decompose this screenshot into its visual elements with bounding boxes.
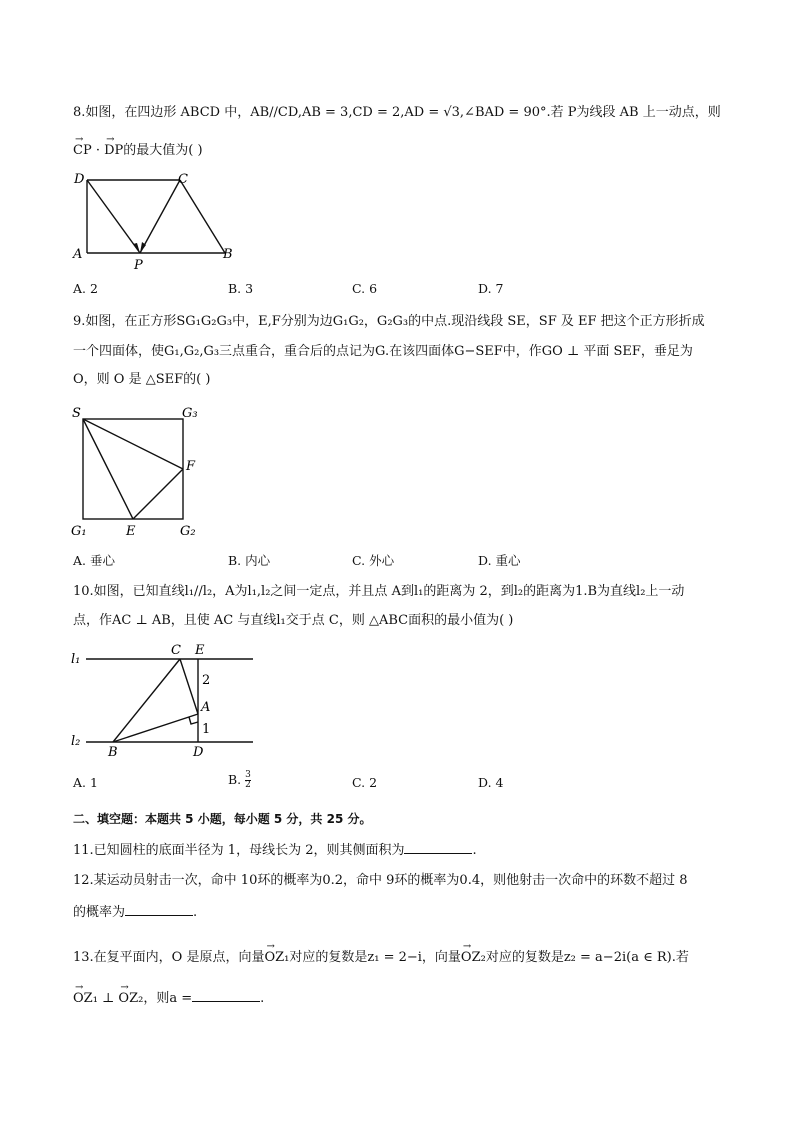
q10-option-a[interactable]: A. 1 [73, 775, 98, 790]
q11-text: 11.已知圆柱的底面半径为 1，母线长为 2，则其侧面积为 [73, 843, 405, 858]
q9-label-g2: G₂ [180, 524, 196, 539]
section-2-heading: 二、填空题：本题共 5 小题，每小题 5 分，共 25 分。 [73, 812, 372, 826]
q10-label-l1: l₁ [71, 652, 81, 667]
q8-vector-cp: → CP [73, 142, 92, 160]
q10-stem-line2: 点，作AC ⊥ AB，且使 AC 与直线l₁交于点 C，则 △ABC面积的最小值为( ) [73, 613, 514, 628]
q11: 11.已知圆柱的底面半径为 1，母线长为 2，则其侧面积为 . [73, 843, 477, 858]
q10-label-2: 2 [202, 673, 211, 688]
q8-dot: · [91, 143, 105, 158]
q10-option-c[interactable]: C. 2 [352, 775, 378, 790]
q13-line1: 13.在复平面内，O 是原点，向量→ OZ₁对应的复数是z₁ = 2−i，向量→ OZ₂对应的复数是z₂ = a−2i(a ∈ R).若 [73, 949, 689, 967]
q10-option-b-fraction: $\frac{3}{2}$ [245, 770, 251, 790]
q12-answer-blank[interactable] [125, 903, 193, 916]
q10-option-b[interactable] [228, 771, 251, 790]
q9-label-s: S [72, 406, 81, 421]
q12-line1: 12.某运动员射击一次，命中 10环的概率为0.2，命中 9环的概率为0.4，则他射击一次命中的环数不超过 8 [73, 873, 688, 888]
q8-option-a[interactable]: A. 2 [73, 281, 98, 296]
q8-figure [70, 168, 245, 273]
q13-vector-oz2: → OZ₂ [461, 949, 486, 967]
q8-label-c: C [178, 172, 188, 187]
q9-label-f: F [186, 459, 196, 474]
q8-label-b: B [223, 247, 233, 262]
q8-label-p: P [134, 258, 143, 273]
q9-option-b[interactable]: B. 内心 [228, 553, 271, 568]
q9-stem-line2: 一个四面体，使G₁,G₂,G₃三点重合，重合后的点记为G.在该四面体G−SEF中，作GO ⊥ 平面 SEF，垂足为 [73, 344, 693, 359]
q8-stem-line2 [73, 142, 203, 160]
q13-answer-blank[interactable] [192, 989, 260, 1002]
q8-stem-tail: 的最大值为( ) [123, 143, 203, 158]
q8-option-b[interactable]: B. 3 [228, 281, 254, 296]
q13-vector-oz2-b: → OZ₂ [118, 990, 143, 1008]
q13-vector-oz1-b: → OZ₁ [73, 990, 98, 1008]
q8-option-d[interactable]: D. 7 [478, 281, 504, 296]
q8-label-d: D [74, 172, 85, 187]
q9-stem-line1: 9.如图，在正方形SG₁G₂G₃中，E,F分别为边G₁G₂，G₂G₃的中点.现沿线段 SE，SF 及 EF 把这个正方形折成 [73, 314, 705, 329]
q10-stem-line1: 10.如图，已知直线l₁//l₂，A为l₁,l₂之间一定点，并且点 A到l₁的距离为 2，到l₂的距离为1.B为直线l₂上一动 [73, 584, 685, 599]
q9-option-c[interactable]: C. 外心 [352, 553, 395, 568]
q10-label-l2: l₂ [71, 734, 81, 749]
q9-label-g3: G₃ [182, 406, 198, 421]
q8-label-a: A [73, 247, 83, 262]
q8-stem-line1: 8.如图，在四边形 ABCD 中，AB//CD,AB = 3,CD = 2,AD = √3,∠BAD = 90°.若 P为线段 AB 上一动点，则 [73, 105, 721, 120]
q10-label-d: D [193, 745, 204, 760]
q9-option-a[interactable]: A. 垂心 [73, 553, 115, 568]
q9-stem-line3: O，则 O 是 △SEF的( ) [73, 372, 211, 387]
q10-label-c: C [171, 643, 181, 658]
q10-figure [68, 638, 263, 763]
q11-answer-blank[interactable] [404, 841, 472, 854]
q10-option-d[interactable]: D. 4 [478, 775, 504, 790]
q9-label-e: E [126, 524, 136, 539]
q10-label-b: B [108, 745, 118, 760]
q9-label-g1: G₁ [71, 524, 87, 539]
q10-label-e: E [195, 643, 205, 658]
q10-label-a: A [201, 700, 211, 715]
q13-vector-oz1: → OZ₁ [264, 949, 289, 967]
q8-vector-dp: → DP [104, 142, 123, 160]
q8-option-c[interactable]: C. 6 [352, 281, 378, 296]
q9-figure [68, 400, 208, 540]
q10-label-1: 1 [202, 722, 211, 737]
q12-text: 的概率为 [73, 905, 126, 920]
q12-line2: 的概率为 . [73, 905, 198, 920]
q10-option-b-label: B. [228, 772, 242, 787]
q9-option-d[interactable]: D. 重心 [478, 553, 521, 568]
q13-line2: → OZ₁ ⊥ → OZ₂，则a = . [73, 989, 264, 1008]
